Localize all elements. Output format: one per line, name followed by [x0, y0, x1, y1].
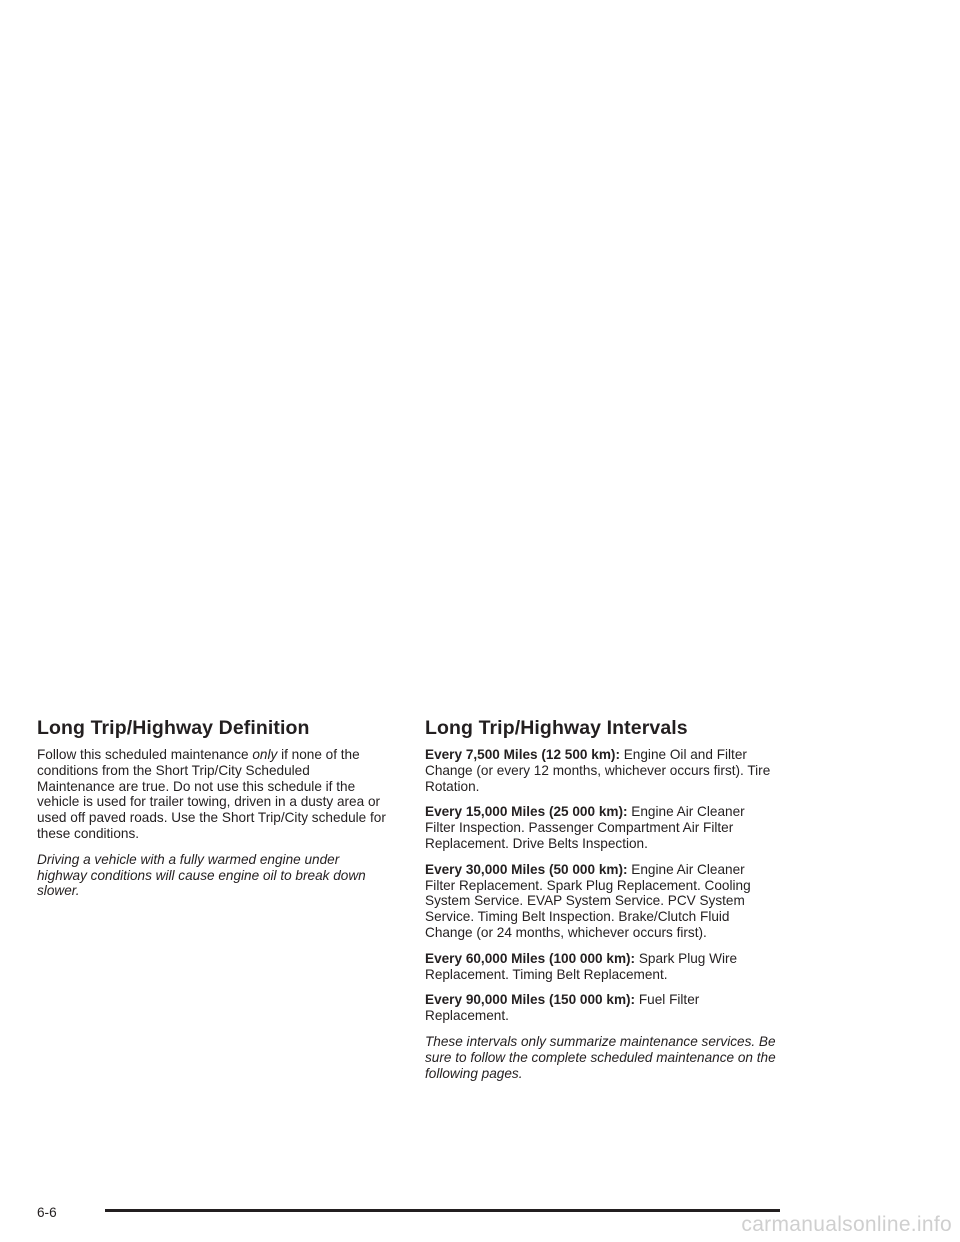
interval-item: [425, 951, 777, 983]
definition-paragraph: [37, 747, 389, 842]
interval-lead: Every 90,000 Miles (150 000 km):: [425, 992, 636, 1008]
interval-lead: Every 7,500 Miles (12 500 km):: [425, 747, 620, 762]
watermark-text: carmanualsonline.info: [741, 1213, 952, 1236]
interval-text: Spark Plug Wire Replacement. Timing Belt Replacement.: [425, 950, 738, 982]
interval-text: Engine Air Cleaner Filter Inspection. Passenger Compartment Air Filter Replacement. Drive Belts Inspection.: [425, 804, 745, 851]
interval-lead: Every 30,000 Miles (50 000 km):: [425, 861, 628, 877]
definition-text-start: Follow this scheduled maintenance: [37, 747, 253, 762]
interval-item: [425, 992, 777, 1024]
long-trip-intervals-section: [425, 716, 777, 1091]
interval-text: Engine Oil and Filter Change (or every 12 months, whichever occurs first). Tire Rotation.: [425, 747, 771, 794]
interval-item: [425, 804, 777, 851]
intervals-note: These intervals only summarize maintenance services. Be sure to follow the complete scheduled maintenance on the following pages.: [425, 1033, 776, 1081]
intervals-heading: Long Trip/Highway Intervals: [425, 717, 688, 739]
interval-item: [425, 747, 777, 794]
footer-rule: [105, 1209, 780, 1212]
interval-item: [425, 862, 777, 941]
definition-emphasis: only: [252, 747, 278, 762]
interval-text: Fuel Filter Replacement.: [425, 992, 700, 1024]
page-number: 6-6: [37, 1205, 57, 1220]
definition-note: Driving a vehicle with a fully warmed engine under highway conditions will cause engine oil to break down slower.: [37, 851, 366, 899]
long-trip-definition-section: [37, 716, 389, 909]
interval-lead: Every 60,000 Miles (100 000 km):: [425, 950, 636, 966]
interval-lead: Every 15,000 Miles (25 000 km):: [425, 804, 628, 820]
definition-heading: Long Trip/Highway Definition: [37, 717, 310, 739]
definition-text-end: if none of the conditions from the Short Trip/City Scheduled Maintenance are true. Do not use this schedule if the vehicle is used for trailer towing, driven in a dusty area or used off paved roads. Use the Short Trip/City schedule for these conditions.: [37, 747, 386, 841]
interval-text: Engine Air Cleaner Filter Replacement. Spark Plug Replacement. Cooling System Service. EVAP System Service. PCV System Service. Timing Belt Inspection. Brake/Clutch Fluid Change (or 24 months, whichever occurs first).: [425, 861, 751, 940]
